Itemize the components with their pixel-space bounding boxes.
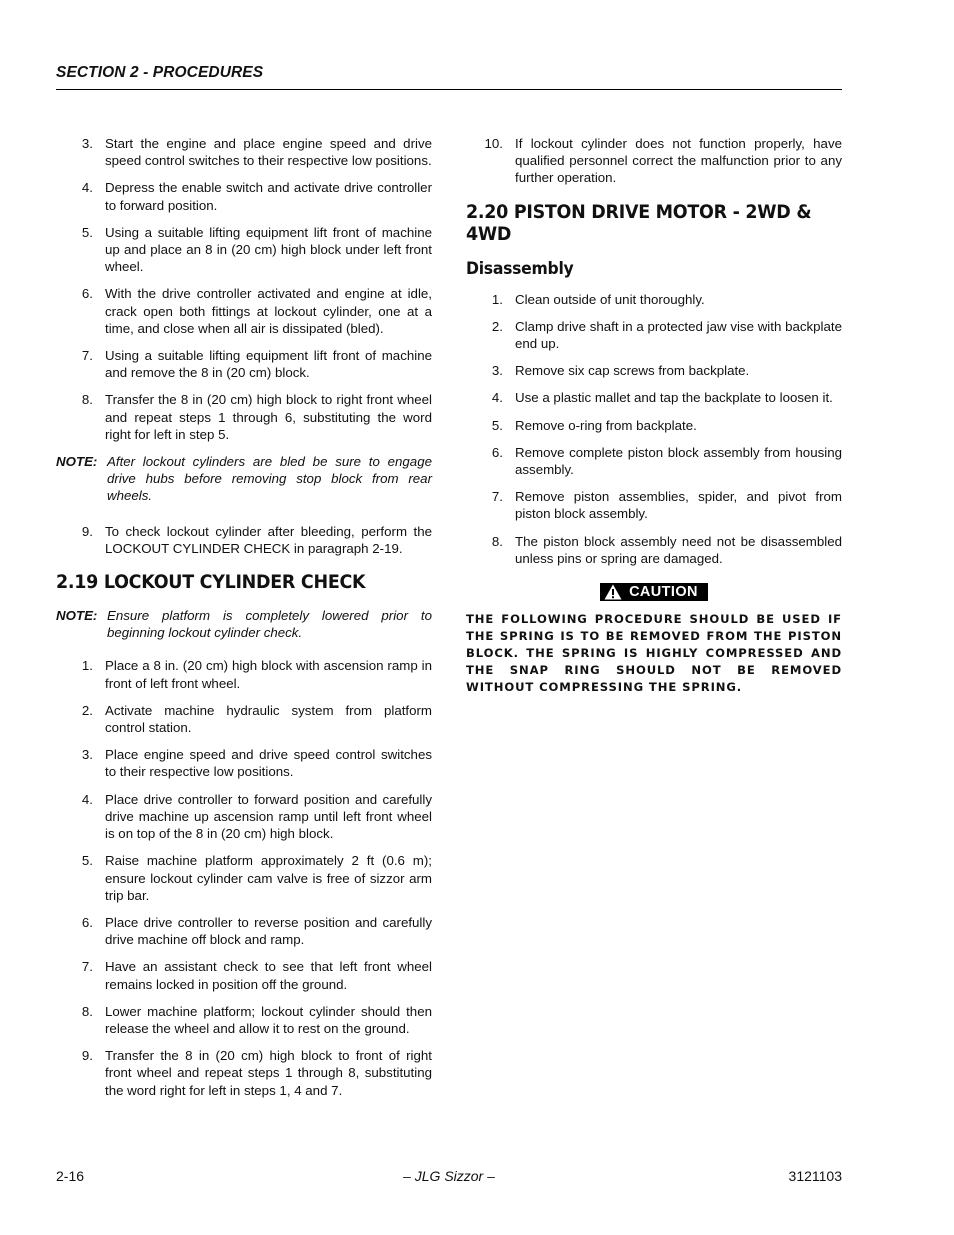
step-text: Place drive controller to reverse position and carefully drive machine off block and ramp.: [105, 914, 432, 948]
step-number: 2.: [491, 318, 503, 334]
step-number: 8.: [81, 1003, 93, 1019]
bleed-steps-list: [56, 135, 432, 443]
caution-text: THE FOLLOWING PROCEDURE SHOULD BE USED IF THE SPRING IS TO BE REMOVED FROM THE PISTON BLOCK. THE SPRING IS HIGHLY COMPRESSED AND THE SNAP RING SHOULD NOT BE REMOVED WITHOUT COMPRESSING THE SPRING.: [466, 612, 842, 695]
caution-banner: [466, 583, 842, 605]
list-item: [56, 657, 432, 691]
list-item: [56, 391, 432, 443]
list-item: [466, 135, 842, 187]
list-item: [466, 318, 842, 352]
step-number: 10.: [484, 136, 503, 151]
step-text: Transfer the 8 in (20 cm) high block to front of right front wheel and repeat steps 1 through 8, substituting the word right for left in steps 1, 4 and 7.: [105, 1048, 432, 1098]
step-number: 9.: [81, 523, 93, 539]
list-item: [56, 347, 432, 381]
list-item: [466, 362, 842, 379]
footer-title: – JLG Sizzor –: [403, 1168, 495, 1184]
step-text: Lower machine platform; lockout cylinder should then release the wheel and allow it to rest on the ground.: [105, 1003, 432, 1036]
step-number: 1.: [491, 291, 503, 307]
step-text: To check lockout cylinder after bleeding, perform the LOCKOUT CYLINDER CHECK in paragraph 2-19.: [105, 523, 432, 556]
right-column: [466, 135, 842, 696]
subheading-disassembly: Disassembly: [466, 258, 574, 279]
step-text: With the drive controller activated and engine at idle, crack open both fittings at lockout cylinder, one at a time, and close when all air is dissipated (bled).: [105, 286, 432, 336]
step-number: 4.: [81, 180, 93, 196]
step-number: 5.: [81, 853, 93, 869]
step-number: 3.: [81, 747, 93, 763]
step-number: 1.: [81, 658, 93, 674]
page-footer: [56, 1168, 842, 1188]
note-label: NOTE:: [56, 608, 98, 624]
step-number: 3.: [81, 136, 93, 151]
step-number: 7.: [81, 348, 93, 364]
step-text: Remove six cap screws from backplate.: [515, 363, 750, 379]
step-text: Place a 8 in. (20 cm) high block with ascension ramp in front of left front wheel.: [105, 658, 432, 691]
step-text: Clean outside of unit thoroughly.: [515, 291, 705, 307]
step-number: 5.: [491, 417, 503, 433]
step-number: 9.: [81, 1048, 93, 1064]
step-number: 7.: [81, 959, 93, 975]
lockout-check-steps-list: [56, 657, 432, 1098]
warning-triangle-icon: [604, 584, 622, 600]
step-text: Start the engine and place engine speed and drive speed control switches to their respective low positions.: [105, 136, 432, 169]
step-text: Clamp drive shaft in a protected jaw vise with backplate end up.: [515, 318, 842, 352]
caution-badge: [600, 583, 708, 601]
caution-label: CAUTION: [629, 584, 698, 601]
list-item: [466, 417, 842, 434]
list-item: [466, 533, 842, 567]
list-item: [56, 224, 432, 276]
step-number: 6.: [491, 444, 503, 460]
step-text: Remove o-ring from backplate.: [515, 417, 697, 433]
list-item: [56, 135, 432, 169]
step-text: Using a suitable lifting equipment lift front of machine up and place an 8 in (20 cm) high block under left front wheel.: [105, 224, 432, 275]
list-item: [56, 1047, 432, 1099]
list-item: [56, 958, 432, 992]
list-item: [56, 179, 432, 213]
list-item: [56, 746, 432, 780]
step-text: Remove complete piston block assembly from housing assembly.: [515, 444, 842, 478]
step-number: 4.: [81, 791, 93, 807]
list-item: [466, 389, 842, 406]
note-text: After lockout cylinders are bled be sure to engage drive hubs before removing stop block from rear wheels.: [107, 454, 432, 504]
step-number: 5.: [81, 224, 93, 240]
disassembly-steps-list: [466, 291, 842, 567]
list-item: [56, 852, 432, 904]
list-item: [466, 444, 842, 478]
step-number: 8.: [81, 392, 93, 408]
list-item: [56, 285, 432, 337]
list-item: [56, 914, 432, 948]
step-text: The piston block assembly need not be disassembled unless pins or spring are damaged.: [515, 533, 842, 566]
step-text: Using a suitable lifting equipment lift front of machine and remove the 8 in (20 cm) block.: [105, 348, 432, 381]
list-item: [56, 702, 432, 736]
step-number: 2.: [81, 702, 93, 718]
left-column: [56, 135, 432, 1109]
step-number: 7.: [491, 489, 503, 505]
step-text: Have an assistant check to see that left front wheel remains locked in position off the ground.: [105, 959, 432, 992]
step-text: Place engine speed and drive speed control switches to their respective low positions.: [105, 747, 432, 780]
document-number: 3121103: [788, 1168, 842, 1184]
step-number: 3.: [491, 363, 503, 379]
list-item: [56, 791, 432, 843]
list-item: [466, 291, 842, 308]
step-text: If lockout cylinder does not function properly, have qualified personnel correct the malfunction prior to any further operation.: [515, 136, 842, 186]
heading-2-19: 2.19 LOCKOUT CYLINDER CHECK: [56, 571, 366, 594]
step-text: Transfer the 8 in (20 cm) high block to right front wheel and repeat steps 1 through 6, substituting the word right for left in step 5.: [105, 392, 432, 442]
step-number: 4.: [491, 390, 503, 406]
step-number: 6.: [81, 914, 93, 930]
step-text: Activate machine hydraulic system from platform control station.: [105, 702, 432, 736]
step-text: Use a plastic mallet and tap the backplate to loosen it.: [515, 390, 833, 406]
note-platform-lowered: [56, 607, 432, 641]
list-item: [56, 523, 432, 557]
heading-2-20: 2.20 PISTON DRIVE MOTOR - 2WD & 4WD: [466, 200, 812, 245]
step-text: Depress the enable switch and activate drive controller to forward position.: [105, 180, 432, 213]
page-number: 2-16: [56, 1168, 85, 1184]
note-engage-hubs: [56, 453, 432, 505]
step-text: Place drive controller to forward position and carefully drive machine up ascension ramp until left front wheel is on top of the 8 in (20 cm) high block.: [105, 791, 432, 842]
list-item: [466, 488, 842, 522]
step-text: Raise machine platform approximately 2 ft (0.6 m); ensure lockout cylinder cam valve is free of sizzor arm trip bar.: [105, 853, 432, 903]
section-title: SECTION 2 - PROCEDURES: [56, 64, 264, 81]
page-header: [56, 64, 842, 90]
step-text: Remove piston assemblies, spider, and pivot from piston block assembly.: [515, 489, 842, 522]
step-number: 8.: [491, 533, 503, 549]
note-label: NOTE:: [56, 454, 98, 470]
note-text: Ensure platform is completely lowered prior to beginning lockout cylinder check.: [107, 608, 432, 641]
list-item: [56, 1003, 432, 1037]
step-number: 6.: [81, 286, 93, 302]
